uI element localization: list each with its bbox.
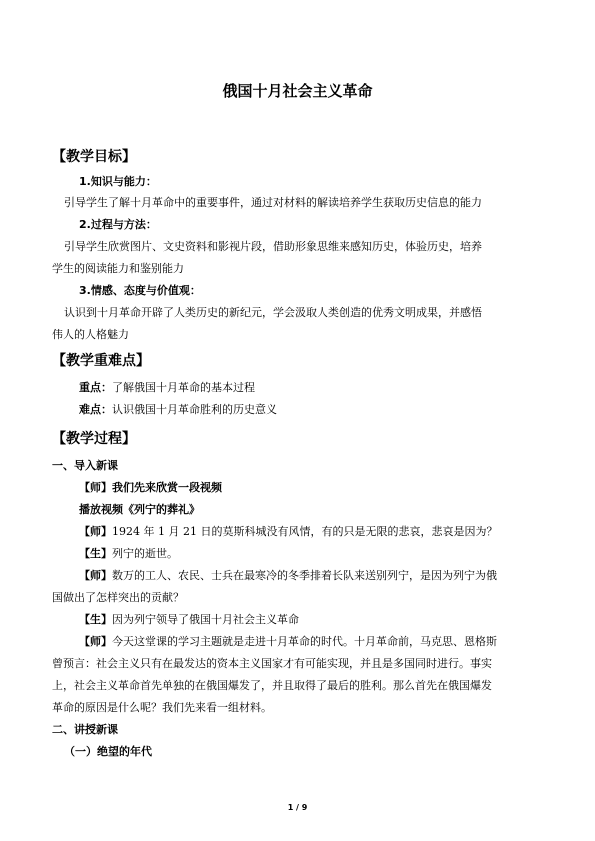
objective-2-text-line-1: 引导学生欣赏图片、文史资料和影视片段，借助形象思维来感知历史，体验历史，培养 [64,240,482,253]
objective-2-label: 2.过程与方法： [79,218,157,231]
dialogue-line-3 [79,525,497,539]
dialogue-line-7-cont-2: 上，社会主义革命首先单独的在俄国爆发了，并且取得了最后的胜利。那么首先在俄国爆发 [52,679,492,692]
teacher-tag: 【师】 [79,635,112,648]
key-point-line [79,381,255,395]
section-heading-keypoints: 【教学重难点】 [52,353,150,369]
dialogue-text: 列宁的逝世。 [112,547,178,560]
difficult-point-text: 认识俄国十月革命胜利的历史意义 [112,403,277,416]
part-2-heading: 二、讲授新课 [52,723,118,736]
page-title: 俄国十月社会主义革命 [222,82,373,100]
dialogue-line-5 [79,569,497,583]
objective-3-text-line-2: 伟人的人格魅力 [52,328,129,341]
dialogue-text: 1924 年 1 月 21 日的莫斯科城没有风情，有的只是无限的悲哀，悲哀是因为？ [112,525,498,538]
subsection-heading-1: （一）绝望的年代 [64,745,152,758]
dialogue-line-1: 【师】我们先来欣赏一段视频 [79,481,222,494]
dialogue-line-5-cont: 国做出了怎样突出的贡献？ [52,591,184,604]
section-heading-objectives: 【教学目标】 [52,149,136,165]
objective-1-text: 引导学生了解十月革命中的重要事件，通过对材料的解读培养学生获取历史信息的能力 [64,196,482,209]
dialogue-text: 因为列宁领导了俄国十月社会主义革命 [112,613,299,626]
objective-2-text-line-2: 学生的阅读能力和鉴别能力 [52,262,184,275]
dialogue-text: 数万的工人、农民、士兵在最寒冷的冬季排着长队来送别列宁，是因为列宁为俄 [112,569,497,582]
difficult-point-line [79,403,277,417]
teacher-tag: 【师】 [79,525,112,538]
dialogue-line-2: 播放视频《列宁的葬礼》 [79,503,200,516]
key-point-text: 了解俄国十月革命的基本过程 [112,381,255,394]
page-number: 1 / 9 [287,803,308,812]
part-1-heading: 一、导入新课 [52,459,118,472]
difficult-point-label: 难点： [79,403,112,416]
dialogue-line-4 [79,547,178,561]
dialogue-line-6 [79,613,299,627]
dialogue-line-7-cont-3: 革命的原因是什么呢？我们先来看一组材料。 [52,701,272,714]
student-tag: 【生】 [79,613,112,626]
dialogue-line-7-cont-1: 曾预言：社会主义只有在最发达的资本主义国家才有可能实现，并且是多国同时进行。事实 [52,657,492,670]
dialogue-line-7 [79,635,497,649]
section-heading-process: 【教学过程】 [52,431,136,447]
objective-1-label: 1.知识与能力： [79,175,157,188]
dialogue-text: 今天这堂课的学习主题就是走进十月革命的时代。十月革命前，马克思、恩格斯 [112,635,497,648]
teacher-tag: 【师】 [79,569,112,582]
objective-3-text-line-1: 认识到十月革命开辟了人类历史的新纪元，学会汲取人类创造的优秀文明成果，并感悟 [64,306,482,319]
student-tag: 【生】 [79,547,112,560]
key-point-label: 重点： [79,381,112,394]
objective-3-label: 3.情感、态度与价值观： [79,284,201,297]
